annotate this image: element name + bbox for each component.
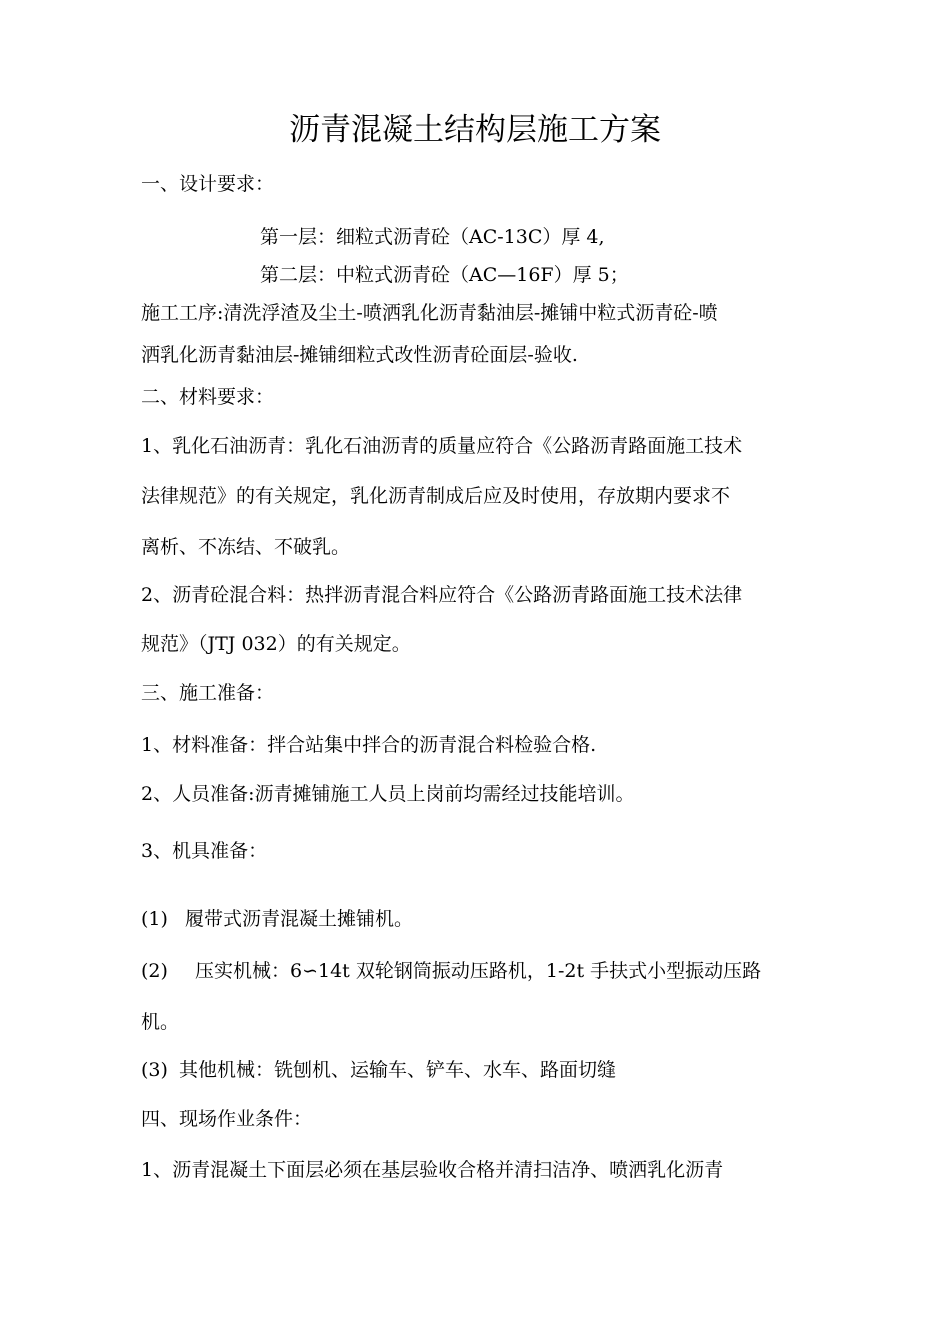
equipment-item-2-text: 压实机械：6∽14t 双轮钢筒振动压路机，1-2t 手扶式小型振动压路 [195, 960, 762, 982]
list-marker: (2) [141, 960, 168, 982]
equipment-item-1-text: 履带式沥青混凝土摊铺机。 [185, 908, 414, 930]
material-1-line-3: 离析、不冻结、不破乳。 [141, 536, 351, 558]
section-heading-site: 四、现场作业条件： [141, 1108, 313, 1130]
section-heading-materials: 二、材料要求： [141, 386, 275, 408]
material-1-line-1: 1、乳化石油沥青：乳化石油沥青的质量应符合《公路沥青路面施工技术 [141, 435, 743, 457]
equipment-item-2 [141, 959, 761, 983]
process-line-2: 洒乳化沥青黏油层-摊铺细粒式改性沥青砼面层-验收. [141, 344, 578, 366]
prep-personnel: 2、人员准备:沥青摊铺施工人员上岗前均需经过技能培训。 [141, 783, 635, 805]
layer-2-spec: 第二层：中粒式沥青砼（AC—16F）厚 5； [260, 264, 629, 286]
process-line-1: 施工工序:清洗浮渣及尘土-喷洒乳化沥青黏油层-摊铺中粒式沥青砼-喷 [141, 302, 718, 324]
site-condition-1: 1、沥青混凝土下面层必须在基层验收合格并清扫洁净、喷洒乳化沥青 [141, 1159, 724, 1181]
section-heading-design: 一、设计要求： [141, 173, 275, 195]
equipment-item-1 [141, 907, 413, 931]
list-marker: (3) [141, 1059, 168, 1081]
material-2-line-1: 2、沥青砼混合料：热拌沥青混合料应符合《公路沥青路面施工技术法律 [141, 584, 743, 606]
equipment-item-3-text: 其他机械：铣刨机、运输车、铲车、水车、路面切缝 [179, 1059, 617, 1081]
material-2-line-2: 规范》（JTJ 032）的有关规定。 [141, 633, 411, 655]
section-heading-preparation: 三、施工准备： [141, 682, 275, 704]
layer-1-spec: 第一层：细粒式沥青砼（AC-13C）厚 4, [260, 226, 605, 248]
material-1-line-2: 法律规范》的有关规定，乳化沥青制成后应及时使用，存放期内要求不 [141, 485, 731, 507]
document-title: 沥青混凝土结构层施工方案 [289, 112, 661, 148]
equipment-item-3 [141, 1058, 616, 1082]
equipment-item-2-cont: 机。 [141, 1011, 180, 1033]
list-marker: (1) [141, 908, 168, 930]
prep-materials: 1、材料准备：拌合站集中拌合的沥青混合料检验合格. [141, 734, 597, 756]
prep-equipment: 3、机具准备： [141, 840, 268, 862]
